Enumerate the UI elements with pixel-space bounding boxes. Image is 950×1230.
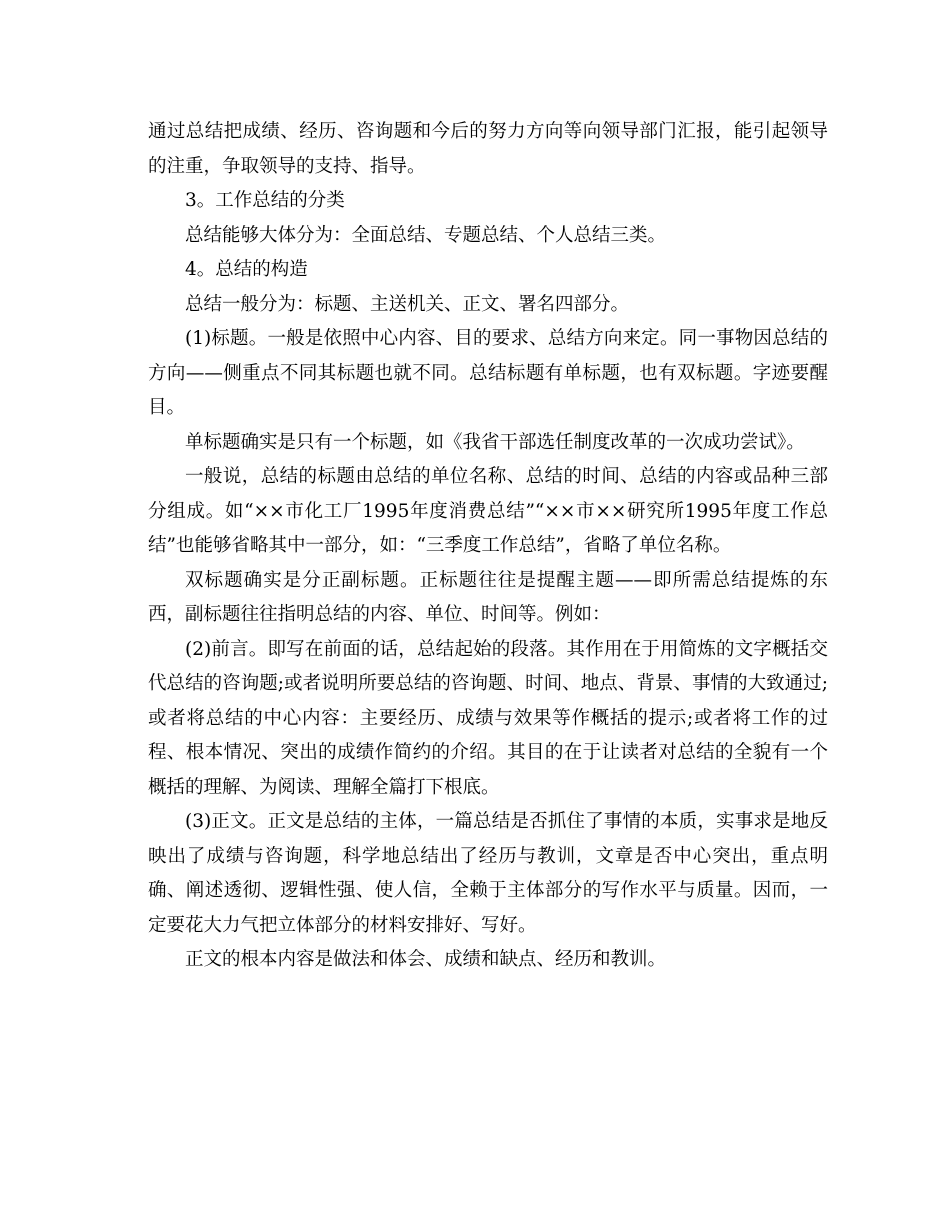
paragraph-title-section: (1)标题。一般是依照中心内容、目的要求、总结方向来定。同一事物因总结的方向——侧重点不同其标题也就不同。总结标题有单标题，也有双标题。字迹要醒目。: [148, 328, 828, 418]
document-body: [148, 115, 828, 978]
heading-summary-structure: 4。总结的构造: [185, 259, 308, 280]
paragraph-double-title: 双标题确实是分正副标题。正标题往往是提醒主题——即所需总结提炼的东西，副标题往往指明总结的内容、单位、时间等。例如：: [148, 569, 828, 625]
paragraph-main-text-content: 正文的根本内容是做法和体会、成绩和缺点、经历和教训。: [185, 949, 667, 970]
paragraph-single-title: 单标题确实是只有一个标题，如《我省干部选任制度改革的一次成功尝试》。: [185, 431, 805, 453]
paragraph-report-purpose: 通过总结把成绩、经历、咨询题和今后的努力方向等向领导部门汇报，能引起领导的注重，争取领导的支持、指导。: [148, 121, 828, 177]
paragraph-structure-parts: 总结一般分为：标题、主送机关、正文、署名四部分。: [185, 293, 630, 315]
paragraph-summary-types: 总结能够大体分为：全面总结、专题总结、个人总结三类。: [185, 224, 667, 246]
heading-summary-categories: 3。工作总结的分类: [185, 190, 345, 211]
paragraph-preface-section: (2)前言。即写在前面的话，总结起始的段落。其作用在于用简炼的文字概括交代总结的咨询题;或者说明所要总结的咨询题、时间、地点、背景、事情的大致通过;或者将总结的中心内容：主要经历、成绩与效果等作概括的提示;或者将工作的过程、根本情况、突出的成绩作简约的介绍。其目的在于让读者对总结的全貌有一个概括的理解、为阅读、理解全篇打下根底。: [148, 638, 828, 798]
paragraph-main-text-section: (3)正文。正文是总结的主体，一篇总结是否抓住了事情的本质，实事求是地反映出了成绩与咨询题，科学地总结出了经历与教训，文章是否中心突出，重点明确、阐述透彻、逻辑性强、使人信，全赖于主体部分的写作水平与质量。因而，一定要花大力气把立体部分的材料安排好、写好。: [148, 811, 828, 936]
paragraph-title-composition: 一般说，总结的标题由总结的单位名称、总结的时间、总结的内容或品种三部分组成。如“××市化工厂1995年度消费总结”“××市××研究所1995年度工作总结”也能够省略其中一部分，如：“三季度工作总结”，省略了单位名称。: [148, 466, 828, 556]
